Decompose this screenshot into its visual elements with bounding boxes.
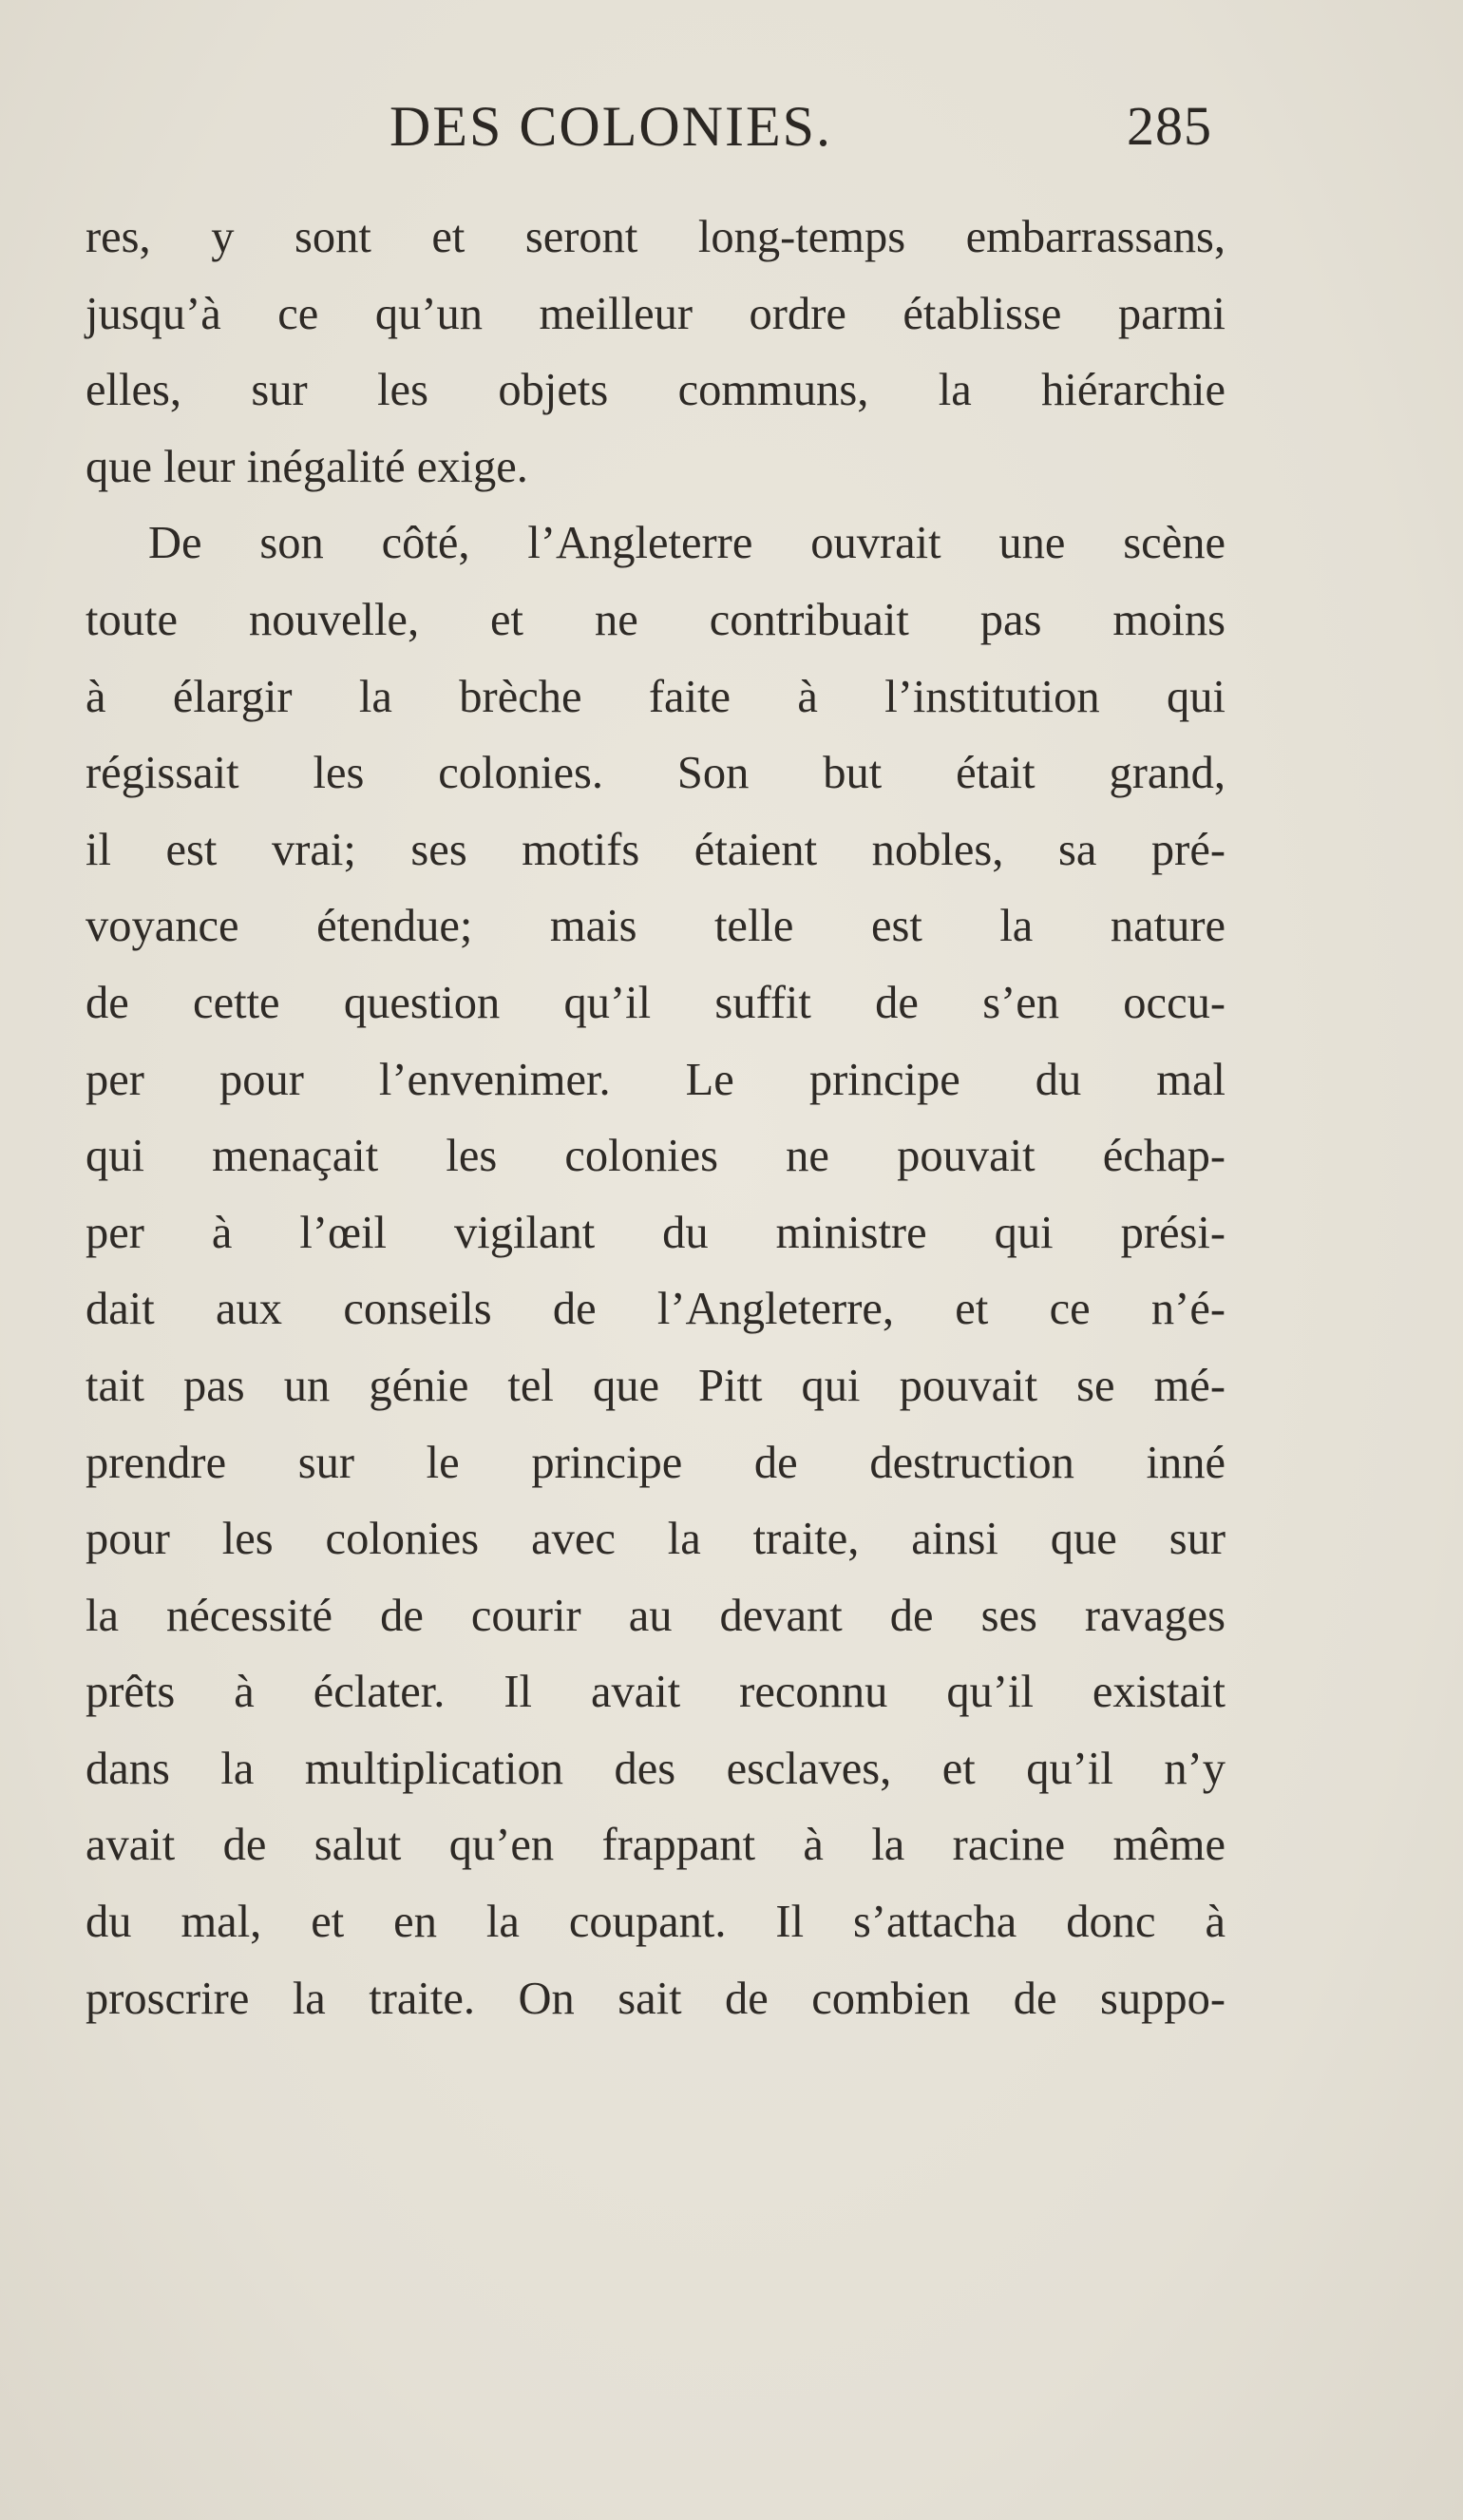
text-line: prêts à éclater. Il avait reconnu qu’il existait bbox=[86, 1667, 1226, 1718]
text-line: per pour l’envenimer. Le principe du mal bbox=[86, 1054, 1226, 1105]
body-text bbox=[86, 200, 1226, 2037]
running-head bbox=[0, 84, 1463, 169]
text-line: pour les colonies avec la traite, ainsi que sur bbox=[86, 1514, 1226, 1565]
text-line: de cette question qu’il suffit de s’en occu- bbox=[86, 977, 1226, 1028]
text-line: jusqu’à ce qu’un meilleur ordre établisse parmi bbox=[86, 288, 1226, 339]
text-line: elles, sur les objets communs, la hiérarchie bbox=[86, 365, 1226, 416]
running-title: DES COLONIES. bbox=[390, 95, 833, 158]
text-line: la nécessité de courir au devant de ses ravages bbox=[86, 1590, 1226, 1641]
text-line: dans la multiplication des esclaves, et qu’il n’y bbox=[86, 1743, 1226, 1794]
text-line: voyance étendue; mais telle est la nature bbox=[86, 901, 1226, 952]
text-line: res, y sont et seront long-temps embarrassans, bbox=[86, 212, 1226, 262]
text-line: proscrire la traite. On sait de combien de suppo- bbox=[86, 1973, 1226, 2024]
text-line: toute nouvelle, et ne contribuait pas moins bbox=[86, 594, 1226, 645]
text-line: qui menaçait les colonies ne pouvait échap- bbox=[86, 1131, 1226, 1182]
text-line: du mal, et en la coupant. Il s’attacha donc à bbox=[86, 1897, 1226, 1948]
text-line: dait aux conseils de l’Angleterre, et ce n’é- bbox=[86, 1284, 1226, 1335]
page-number: 285 bbox=[1127, 95, 1212, 157]
text-line: avait de salut qu’en frappant à la racine même bbox=[86, 1820, 1226, 1871]
text-line: prendre sur le principe de destruction inné bbox=[86, 1437, 1226, 1488]
text-line: tait pas un génie tel que Pitt qui pouvait se mé- bbox=[86, 1360, 1226, 1411]
text-line: régissait les colonies. Son but était grand, bbox=[86, 748, 1226, 799]
paragraph-first-line: De son côté, l’Angleterre ouvrait une scène bbox=[148, 518, 1226, 569]
text-line: il est vrai; ses motifs étaient nobles, sa pré- bbox=[86, 824, 1226, 875]
text-line: per à l’œil vigilant du ministre qui prési- bbox=[86, 1207, 1226, 1258]
text-line: à élargir la brèche faite à l’institution qui bbox=[86, 671, 1226, 722]
text-line: que leur inégalité exige. bbox=[86, 441, 528, 492]
